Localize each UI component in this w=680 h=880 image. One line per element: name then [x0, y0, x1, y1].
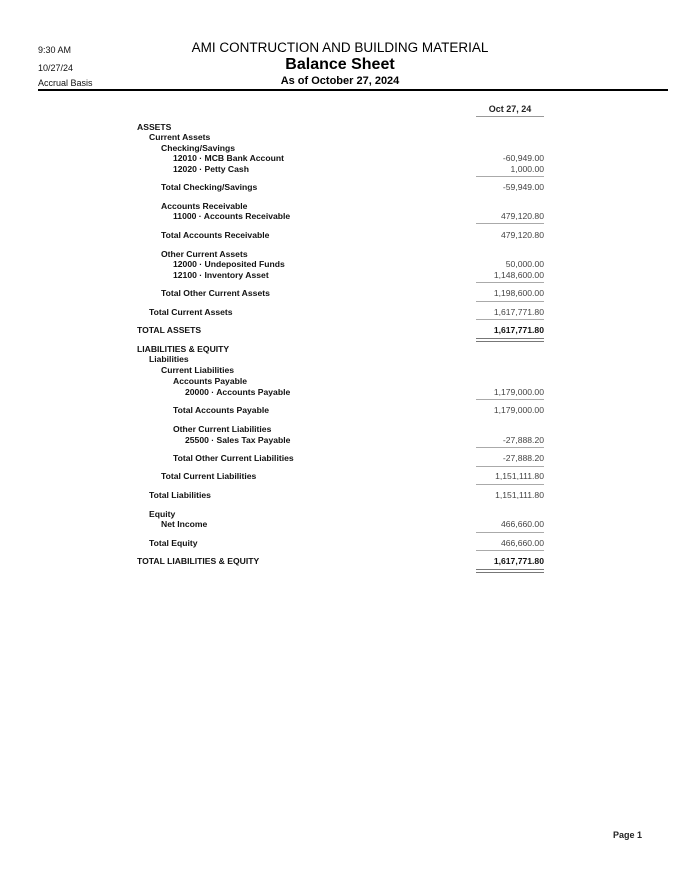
row-label: 12100 · Inventory Asset	[173, 270, 269, 280]
row-inventory-asset	[0, 270, 680, 281]
row-label: Total Checking/Savings	[161, 182, 258, 192]
row-label: Accounts Payable	[173, 376, 248, 386]
subtotal-rule	[476, 399, 544, 400]
row-label: 12010 · MCB Bank Account	[173, 153, 284, 163]
row-accounts-payable-header	[0, 376, 680, 387]
row-label: TOTAL LIABILITIES & EQUITY	[137, 556, 260, 566]
row-mcb-bank	[0, 153, 680, 164]
row-total-other-current-liabilities	[0, 453, 680, 464]
row-total-assets	[0, 325, 680, 336]
row-value: -27,888.20	[502, 435, 544, 445]
row-net-income	[0, 519, 680, 530]
row-value: 479,120.80	[500, 211, 544, 221]
subtotal-rule	[476, 447, 544, 448]
subtotal-rule	[476, 301, 544, 302]
subtotal-rule	[476, 466, 544, 467]
row-value: 1,179,000.00	[493, 405, 544, 415]
row-label: 12020 · Petty Cash	[173, 164, 249, 174]
total-double-rule	[476, 569, 544, 573]
row-label: Current Liabilities	[161, 365, 235, 375]
subtotal-rule	[476, 176, 544, 177]
row-undeposited-funds	[0, 259, 680, 270]
row-total-checking	[0, 182, 680, 193]
row-label: Total Equity	[149, 538, 198, 548]
subtotal-rule	[476, 319, 544, 320]
column-header: Oct 27, 24	[488, 104, 532, 114]
row-label: Total Current Liabilities	[161, 471, 257, 481]
row-label: Liabilities	[149, 354, 189, 364]
subtotal-rule	[476, 484, 544, 485]
row-accounts-payable	[0, 387, 680, 398]
row-label: Accounts Receivable	[161, 201, 248, 211]
subtotal-rule	[476, 223, 544, 224]
subtotal-rule	[476, 550, 544, 551]
row-value: 1,198,600.00	[493, 288, 544, 298]
row-value: 1,617,771.80	[493, 325, 544, 335]
company-name: AMI CONTRUCTION AND BUILDING MATERIAL	[191, 40, 489, 55]
row-label: Total Accounts Payable	[173, 405, 269, 415]
column-header-rule	[476, 116, 544, 117]
report-basis: Accrual Basis	[38, 78, 93, 88]
row-label: Total Accounts Receivable	[161, 230, 270, 240]
row-value: 466,660.00	[500, 538, 544, 548]
row-label: Other Current Liabilities	[173, 424, 272, 434]
row-total-current-assets	[0, 307, 680, 318]
row-current-assets	[0, 132, 680, 143]
row-label: Other Current Assets	[161, 249, 248, 259]
row-value: -59,949.00	[502, 182, 544, 192]
row-value: -60,949.00	[502, 153, 544, 163]
row-label: Checking/Savings	[161, 143, 236, 153]
row-value: 50,000.00	[505, 259, 544, 269]
row-label: Total Other Current Assets	[161, 288, 270, 298]
row-liabilities	[0, 354, 680, 365]
row-label: 20000 · Accounts Payable	[185, 387, 291, 397]
header-divider	[38, 89, 668, 91]
row-value: 1,617,771.80	[493, 307, 544, 317]
row-value: 479,120.80	[500, 230, 544, 240]
row-value: 1,000.00	[510, 164, 544, 174]
row-value: 466,660.00	[500, 519, 544, 529]
report-subtitle: As of October 27, 2024	[280, 75, 400, 87]
report-date: 10/27/24	[38, 63, 74, 73]
row-total-liabilities-equity	[0, 556, 680, 567]
subtotal-rule	[476, 532, 544, 533]
row-value: 1,148,600.00	[493, 270, 544, 280]
row-label: 11000 · Accounts Receivable	[173, 211, 291, 221]
row-value: 1,151,111.80	[495, 490, 544, 500]
row-label: Total Other Current Liabilities	[173, 453, 294, 463]
row-label: Total Current Assets	[149, 307, 233, 317]
row-label: 12000 · Undeposited Funds	[173, 259, 285, 269]
row-total-liabilities	[0, 490, 680, 501]
row-value: 1,179,000.00	[493, 387, 544, 397]
row-label: Total Liabilities	[149, 490, 211, 500]
row-label: LIABILITIES & EQUITY	[137, 344, 230, 354]
row-value: 1,151,111.80	[495, 471, 544, 481]
report-time: 9:30 AM	[38, 45, 72, 55]
row-label: Current Assets	[149, 132, 211, 142]
row-label: 25500 · Sales Tax Payable	[185, 435, 291, 445]
row-label: ASSETS	[137, 122, 172, 132]
row-total-accounts-payable	[0, 405, 680, 416]
row-total-accounts-receivable	[0, 230, 680, 241]
row-value: -27,888.20	[502, 453, 544, 463]
row-sales-tax-payable	[0, 435, 680, 446]
row-total-other-current-assets	[0, 288, 680, 299]
row-label: Net Income	[161, 519, 208, 529]
row-total-current-liabilities	[0, 471, 680, 482]
row-accounts-receivable	[0, 211, 680, 222]
row-label: Equity	[149, 509, 176, 519]
row-other-current-liabilities	[0, 424, 680, 435]
row-total-equity	[0, 538, 680, 549]
row-label: TOTAL ASSETS	[137, 325, 202, 335]
report-title: Balance Sheet	[285, 56, 395, 73]
page-number: Page 1	[613, 830, 643, 840]
total-double-rule	[476, 338, 544, 342]
row-value: 1,617,771.80	[493, 556, 544, 566]
subtotal-rule	[476, 282, 544, 283]
row-current-liabilities	[0, 365, 680, 376]
row-petty-cash	[0, 164, 680, 175]
